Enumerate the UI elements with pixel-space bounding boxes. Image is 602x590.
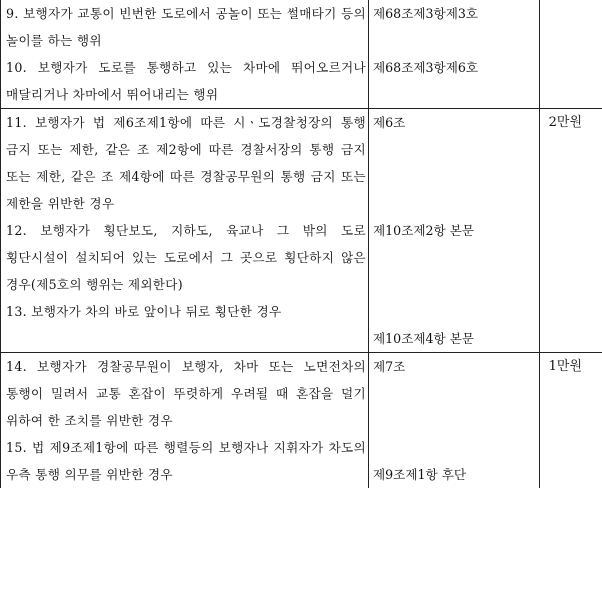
legal-basis-13: 제10조제4항 본문 [373, 331, 475, 346]
violation-cell [1, 0, 369, 109]
legal-basis-14: 제7조 [373, 359, 406, 374]
table-row [1, 109, 602, 353]
violation-item-12: 12. 보행자가 횡단보도, 지하도, 육교나 그 밖의 도로 횡단시설이 설치되어 있는 도로에서 그 곳으로 횡단하지 않은 경우(제5호의 행위는 제외한다) [6, 223, 366, 292]
violation-item-15: 15. 법 제9조제1항에 따른 행렬등의 보행자나 지휘자가 차도의 우측 통행 의무를 위반한 경우 [6, 440, 366, 482]
violation-item-14: 14. 보행자가 경찰공무원이 보행자, 차마 또는 노면전차의 통행이 밀려서 교통 혼잡이 뚜렷하게 우려될 때 혼잡을 덜기 위하여 한 조치를 위반한 경우 [6, 359, 366, 428]
fine-amount: 1만원 [548, 359, 582, 374]
table-row [1, 353, 602, 489]
fine-amount-cell [540, 0, 602, 109]
violation-cell [1, 109, 369, 353]
legal-basis-15: 제9조제1항 후단 [373, 467, 467, 482]
legal-basis-cell [369, 353, 540, 489]
table-row [1, 0, 602, 109]
legal-basis-cell [369, 0, 540, 109]
fine-amount-cell [540, 353, 602, 489]
violation-item-11: 11. 보행자가 법 제6조제1항에 따른 시ㆍ도경찰청장의 통행 금지 또는 제한, 같은 조 제2항에 따른 경찰서장의 통행 금지 또는 제한, 같은 조 제4항에 따른 경찰공무원의 통행 금지 또는 제한을 위반한 경우 [6, 115, 366, 211]
violation-item-10: 10. 보행자가 도로를 통행하고 있는 차마에 뛰어오르거나 매달리거나 차마에서 뛰어내리는 행위 [6, 60, 366, 102]
legal-basis-11: 제6조 [373, 115, 406, 130]
legal-basis-cell [369, 109, 540, 353]
legal-basis-9: 제68조제3항제3호 [373, 6, 479, 21]
fine-amount: 2만원 [548, 115, 582, 130]
violation-item-9: 9. 보행자가 교통이 빈번한 도로에서 공놀이 또는 썰매타기 등의 놀이를 하는 행위 [6, 6, 366, 48]
legal-basis-12: 제10조제2항 본문 [373, 223, 475, 238]
legal-basis-10: 제68조제3항제6호 [373, 60, 479, 75]
fine-amount-cell [540, 109, 602, 353]
violation-cell [1, 353, 369, 489]
violation-item-13: 13. 보행자가 차의 바로 앞이나 뒤로 횡단한 경우 [6, 304, 282, 319]
